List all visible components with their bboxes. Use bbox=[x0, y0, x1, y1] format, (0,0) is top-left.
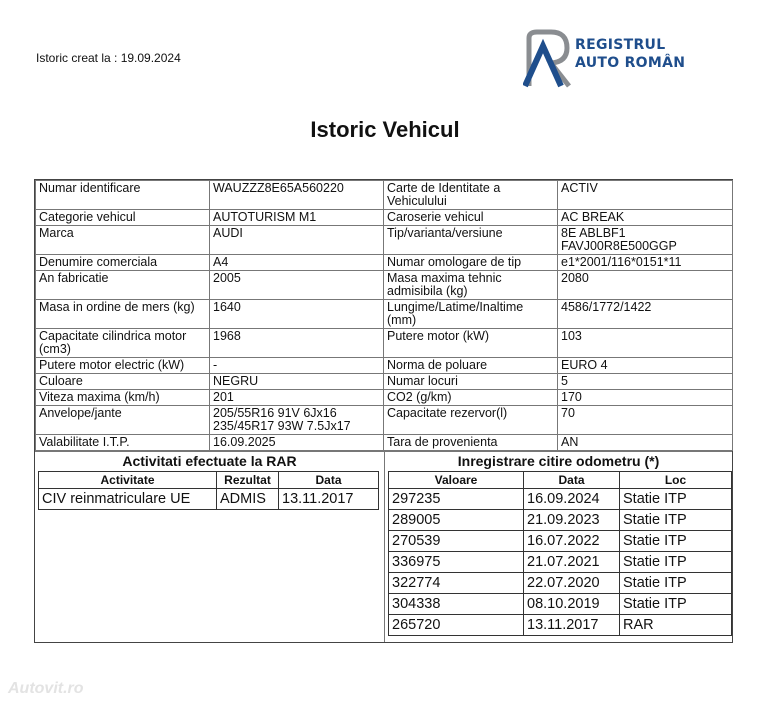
odometer-cell: Statie ITP bbox=[620, 510, 732, 531]
odometer-cell: 270539 bbox=[389, 531, 524, 552]
info-value: e1*2001/116*0151*11 bbox=[558, 255, 733, 271]
info-value: 170 bbox=[558, 390, 733, 406]
info-label: Marca bbox=[36, 226, 210, 255]
info-row bbox=[36, 210, 733, 226]
odometer-row bbox=[389, 531, 732, 552]
odometer-cell: 21.09.2023 bbox=[524, 510, 620, 531]
activities-cell: CIV reinmatriculare UE bbox=[39, 489, 217, 510]
odometer-cell: RAR bbox=[620, 615, 732, 636]
info-row bbox=[36, 374, 733, 390]
info-label: Numar locuri bbox=[384, 374, 558, 390]
info-value: - bbox=[210, 358, 384, 374]
info-value: AC BREAK bbox=[558, 210, 733, 226]
info-row bbox=[36, 255, 733, 271]
info-label: Tip/varianta/versiune bbox=[384, 226, 558, 255]
info-label: Culoare bbox=[36, 374, 210, 390]
info-row bbox=[36, 358, 733, 374]
odometer-cell: 322774 bbox=[389, 573, 524, 594]
activities-cell: ADMIS bbox=[217, 489, 279, 510]
odometer-header: Valoare bbox=[389, 472, 524, 489]
activities-row bbox=[39, 489, 379, 510]
info-value: 2080 bbox=[558, 271, 733, 300]
activities-header: Activitate bbox=[39, 472, 217, 489]
info-value: 16.09.2025 bbox=[210, 435, 384, 451]
info-value: AN bbox=[558, 435, 733, 451]
odometer-cell: Statie ITP bbox=[620, 552, 732, 573]
info-label: Carte de Identitate a Vehiculului bbox=[384, 181, 558, 210]
info-value: NEGRU bbox=[210, 374, 384, 390]
info-value: 4586/1772/1422 bbox=[558, 300, 733, 329]
odometer-row bbox=[389, 573, 732, 594]
odometer-cell: 336975 bbox=[389, 552, 524, 573]
odometer-cell: 289005 bbox=[389, 510, 524, 531]
info-label: Viteza maxima (km/h) bbox=[36, 390, 210, 406]
activities-header: Rezultat bbox=[217, 472, 279, 489]
odometer-cell: Statie ITP bbox=[620, 531, 732, 552]
info-label: Putere motor (kW) bbox=[384, 329, 558, 358]
info-label: Numar identificare bbox=[36, 181, 210, 210]
info-value: 103 bbox=[558, 329, 733, 358]
info-value: WAUZZZ8E65A560220 bbox=[210, 181, 384, 210]
info-value: 1640 bbox=[210, 300, 384, 329]
odometer-title: Inregistrare citire odometru (*) bbox=[457, 453, 660, 469]
odometer-cell: 304338 bbox=[389, 594, 524, 615]
rar-logo bbox=[523, 28, 688, 90]
odometer-header: Data bbox=[524, 472, 620, 489]
odometer-table bbox=[388, 471, 732, 636]
info-value: 205/55R16 91V 6Jx16 235/45R17 93W 7.5Jx17 bbox=[210, 406, 384, 435]
rar-logo-text: REGISTRUL AUTO ROMÂN bbox=[575, 37, 686, 71]
info-row bbox=[36, 226, 733, 255]
odometer-cell: 08.10.2019 bbox=[524, 594, 620, 615]
vehicle-info-table bbox=[35, 180, 733, 451]
odometer-row bbox=[389, 510, 732, 531]
odometer-cell: 265720 bbox=[389, 615, 524, 636]
info-value: 201 bbox=[210, 390, 384, 406]
info-value: EURO 4 bbox=[558, 358, 733, 374]
info-label: Numar omologare de tip bbox=[384, 255, 558, 271]
activities-header: Data bbox=[279, 472, 379, 489]
info-value: 5 bbox=[558, 374, 733, 390]
history-created-date: Istoric creat la : 19.09.2024 bbox=[36, 51, 181, 65]
info-row bbox=[36, 300, 733, 329]
info-row bbox=[36, 329, 733, 358]
odometer-cell: Statie ITP bbox=[620, 489, 732, 510]
activities-cell: 13.11.2017 bbox=[279, 489, 379, 510]
info-value: 8E ABLBF1 FAVJ00R8E500GGP bbox=[558, 226, 733, 255]
info-row bbox=[36, 435, 733, 451]
info-label: Putere motor electric (kW) bbox=[36, 358, 210, 374]
info-value: A4 bbox=[210, 255, 384, 271]
odometer-cell: 22.07.2020 bbox=[524, 573, 620, 594]
odometer-cell: 16.07.2022 bbox=[524, 531, 620, 552]
info-label: Capacitate cilindrica motor (cm3) bbox=[36, 329, 210, 358]
info-row bbox=[36, 390, 733, 406]
info-row bbox=[36, 271, 733, 300]
info-label: Masa maxima tehnic admisibila (kg) bbox=[384, 271, 558, 300]
odometer-row bbox=[389, 489, 732, 510]
odometer-row bbox=[389, 594, 732, 615]
odometer-header: Loc bbox=[620, 472, 732, 489]
info-value: AUDI bbox=[210, 226, 384, 255]
info-label: Caroserie vehicul bbox=[384, 210, 558, 226]
info-label: Capacitate rezervor(l) bbox=[384, 406, 558, 435]
info-value: ACTIV bbox=[558, 181, 733, 210]
page-title: Istoric Vehicul bbox=[310, 117, 460, 142]
info-label: Valabilitate I.T.P. bbox=[36, 435, 210, 451]
activities-title: Activitati efectuate la RAR bbox=[122, 453, 297, 469]
odometer-cell: 297235 bbox=[389, 489, 524, 510]
odometer-section bbox=[385, 452, 732, 642]
watermark: Autovit.ro bbox=[8, 680, 84, 697]
info-label: Norma de poluare bbox=[384, 358, 558, 374]
info-value: AUTOTURISM M1 bbox=[210, 210, 384, 226]
info-label: CO2 (g/km) bbox=[384, 390, 558, 406]
info-value: 1968 bbox=[210, 329, 384, 358]
odometer-cell: 13.11.2017 bbox=[524, 615, 620, 636]
activities-table bbox=[38, 471, 379, 510]
info-label: Tara de provenienta bbox=[384, 435, 558, 451]
odometer-cell: 21.07.2021 bbox=[524, 552, 620, 573]
info-value: 2005 bbox=[210, 271, 384, 300]
info-label: Masa in ordine de mers (kg) bbox=[36, 300, 210, 329]
odometer-row bbox=[389, 552, 732, 573]
info-row bbox=[36, 181, 733, 210]
info-label: Denumire comerciala bbox=[36, 255, 210, 271]
info-label: Categorie vehicul bbox=[36, 210, 210, 226]
odometer-cell: 16.09.2024 bbox=[524, 489, 620, 510]
odometer-cell: Statie ITP bbox=[620, 594, 732, 615]
info-label: Lungime/Latime/Inaltime (mm) bbox=[384, 300, 558, 329]
rar-logo-icon bbox=[523, 28, 573, 90]
info-value: 70 bbox=[558, 406, 733, 435]
info-label: An fabricatie bbox=[36, 271, 210, 300]
odometer-cell: Statie ITP bbox=[620, 573, 732, 594]
info-label: Anvelope/jante bbox=[36, 406, 210, 435]
activities-section bbox=[35, 452, 385, 642]
odometer-row bbox=[389, 615, 732, 636]
vehicle-history-panel bbox=[34, 179, 733, 643]
info-row bbox=[36, 406, 733, 435]
